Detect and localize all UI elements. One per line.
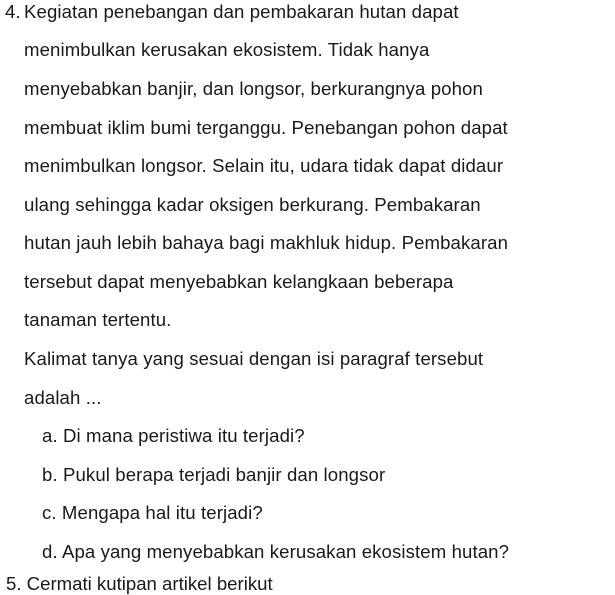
question-prompt-line: adalah ... xyxy=(24,387,102,408)
paragraph-line: menimbulkan longsor. Selain itu, udara tidak dapat didaur xyxy=(24,155,504,176)
question-prompt-line: Kalimat tanya yang sesuai dengan isi paragraf tersebut xyxy=(24,348,484,369)
paragraph-line: tanaman tertentu. xyxy=(24,309,172,330)
next-question-cut-off xyxy=(0,571,615,594)
answer-option-d: d. Apa yang menyebabkan kerusakan ekosistem hutan? xyxy=(42,541,510,562)
paragraph-line: ulang sehingga kadar oksigen berkurang. Pembakaran xyxy=(24,194,481,215)
answer-option-b: b. Pukul berapa terjadi banjir dan longsor xyxy=(42,464,386,485)
paragraph-line: menyebabkan banjir, dan longsor, berkurangnya pohon xyxy=(24,78,483,99)
answer-option-c: c. Mengapa hal itu terjadi? xyxy=(42,502,263,523)
answer-option-a: a. Di mana peristiwa itu terjadi? xyxy=(42,425,305,446)
paragraph-line: menimbulkan kerusakan ekosistem. Tidak hanya xyxy=(24,39,430,60)
paragraph-line: tersebut dapat menyebabkan kelangkaan beberapa xyxy=(24,271,454,292)
paragraph-line: Kegiatan penebangan dan pembakaran hutan dapat xyxy=(24,1,459,22)
paragraph-line: hutan jauh lebih bahaya bagi makhluk hidup. Pembakaran xyxy=(24,232,509,253)
next-question-text: 5. Cermati kutipan artikel berikut xyxy=(6,573,273,594)
question-number: 4. xyxy=(5,1,21,22)
paragraph-line: membuat iklim bumi terganggu. Penebangan pohon dapat xyxy=(24,117,508,138)
